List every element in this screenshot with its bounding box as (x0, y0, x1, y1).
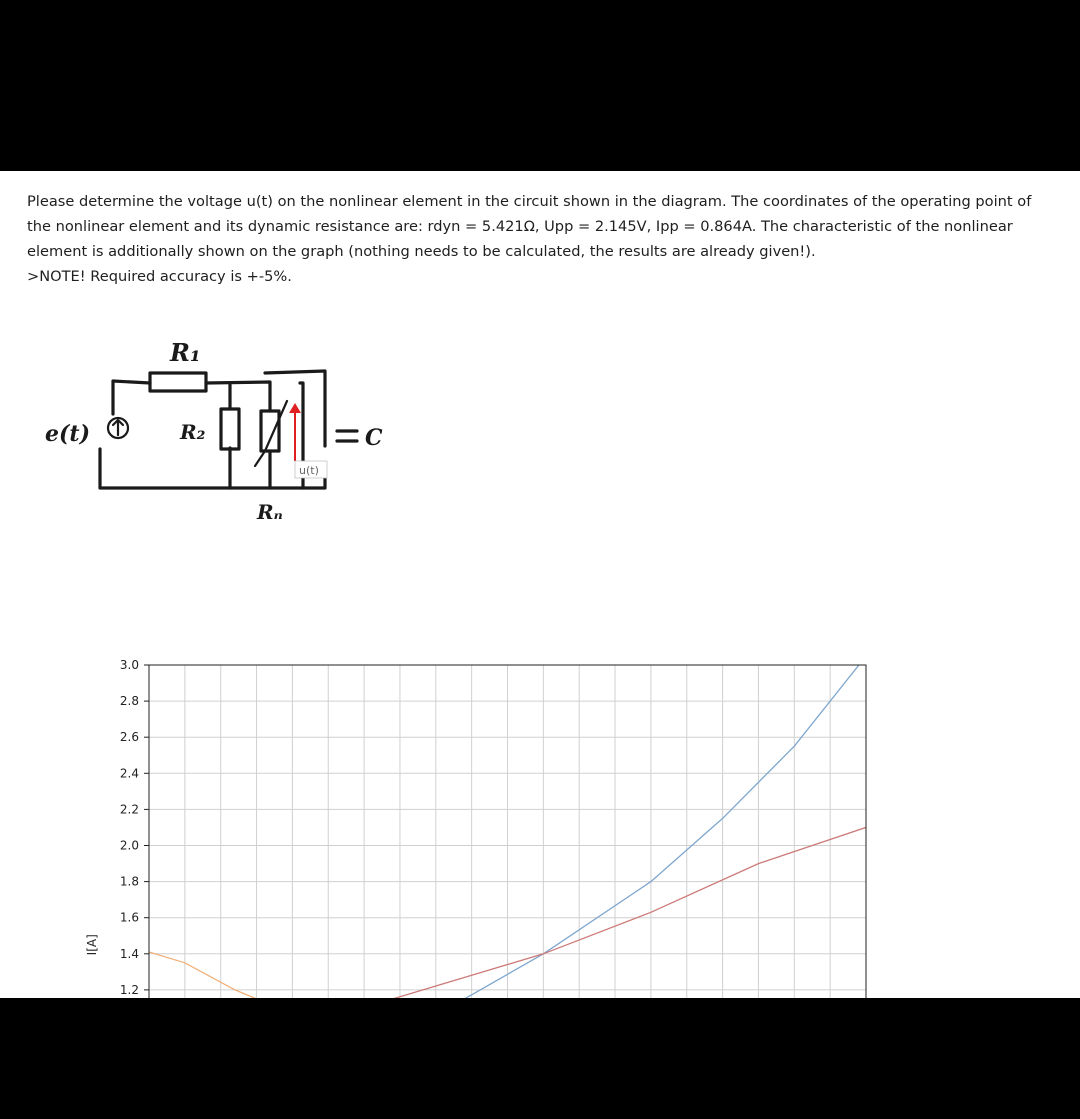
source-label: e(t) (45, 421, 90, 447)
characteristic-chart (60, 651, 880, 998)
y-tick-label: 1.6 (119, 910, 139, 925)
rn-label: Rₙ (257, 500, 283, 524)
r1-label: R₁ (170, 338, 201, 367)
y-tick-label: 2.8 (119, 694, 139, 709)
question-text (27, 189, 1057, 289)
y-tick-label: 2.6 (119, 730, 139, 745)
question-line-2: the nonlinear element and its dynamic resistance are: rdyn = 5.421Ω, Upp = 2.145V, Ipp = 0.864A. The characteristic of the nonlinear (27, 218, 1013, 235)
series-line-0 (465, 656, 867, 998)
voltage-source-icon (108, 418, 128, 438)
y-axis-label: I[A] (85, 934, 99, 956)
r1-resistor (150, 373, 206, 391)
circuit-diagram (25, 311, 395, 561)
c-label: C (365, 425, 383, 451)
question-note: >NOTE! Required accuracy is +-5%. (27, 268, 292, 285)
chart-y-ticks (120, 658, 149, 997)
y-tick-label: 1.8 (119, 874, 139, 889)
y-tick-label: 1.2 (119, 982, 139, 997)
y-tick-label: 1.4 (119, 946, 139, 961)
y-tick-label: 3.0 (119, 658, 139, 672)
u-arrow-icon (289, 403, 301, 461)
r2-label: R₂ (180, 420, 206, 444)
rn-resistor (261, 411, 279, 451)
series-line-1 (393, 827, 866, 998)
wire-top (113, 381, 150, 414)
series-line-2 (149, 952, 257, 998)
capacitor-icon (337, 431, 357, 441)
question-line-1: Please determine the voltage u(t) on the nonlinear element in the circuit shown in the diagram. The coordinates of the operating point of (27, 193, 1032, 210)
y-tick-label: 2.4 (119, 766, 139, 781)
y-tick-label: 2.0 (119, 838, 139, 853)
wire-bottom (100, 449, 325, 488)
wire-top-right (206, 382, 270, 386)
u-label: u(t) (299, 464, 319, 477)
y-tick-label: 2.2 (119, 802, 139, 817)
chart-grid (149, 665, 866, 998)
question-line-3: element is additionally shown on the graph (nothing needs to be calculated, the results are already given!). (27, 243, 816, 260)
r2-resistor (221, 409, 239, 449)
question-panel (0, 171, 1080, 998)
